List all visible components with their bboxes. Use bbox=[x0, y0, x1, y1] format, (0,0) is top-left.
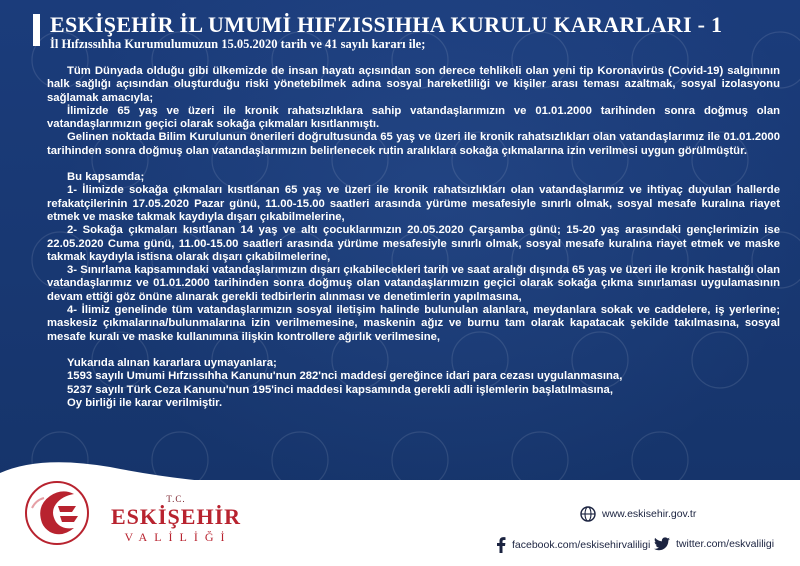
twitter-icon bbox=[654, 537, 670, 551]
logo-name-text: ESKİŞEHİR bbox=[110, 504, 242, 529]
paragraph-intro: Tüm Dünyada olduğu gibi ülkemizde de insan hayatı açısından son derece tehlikeli olan yeni tip Koronavirüs (Covid-19) salgınının halk sağlığı açısından oluşturduğu riski yönetebilmek adına sosyal hareketliliği ve kişiler arası teması azaltmak, sosyal izolasyonu sağlamak amacıyla; bbox=[47, 65, 780, 104]
website-link[interactable] bbox=[580, 506, 696, 522]
twitter-link[interactable] bbox=[654, 537, 774, 551]
penalty-1593: 1593 sayılı Umumi Hıfzıssıhha Kanunu'nun 282'nci maddesi gereğince idari para cezası uygulanmasına, bbox=[67, 370, 623, 383]
logo-sub-text: VALİLİĞİ bbox=[124, 530, 232, 544]
facebook-text: facebook.com/eskisehirvaliligi bbox=[512, 539, 651, 551]
penalty-5237: 5237 sayılı Türk Ceza Kanunu'nun 195'inci maddesi kapsamında gerekli adli işlemlerin başlatılmasına, bbox=[67, 383, 613, 396]
twitter-text: twitter.com/eskvaliligi bbox=[676, 538, 775, 550]
decision-item-4: 4- İlimiz genelinde tüm vatandaşlarımızın sosyal iletişim halinde bulunulan alanlara, meydanlara sokak ve caddelere, iş yerlerine; maskesiz çıkmalarına/bulunmalarına izin verilmemesine, maskenin ağız ve burnu tam olarak kapatacak şekilde takılmasına, sosyal mesafe kuralı ve maske kullanımına ilişkin kontrollere ağırlık verilmesine, bbox=[47, 304, 780, 343]
globe-icon bbox=[580, 506, 596, 522]
page-subtitle: İl Hıfzıssıhha Kurumulumuzun 15.05.2020 tarih ve 41 sayılı kararı ile; bbox=[50, 37, 426, 51]
decision-item-2: 2- Sokağa çıkmaları kısıtlanan 14 yaş ve altı çocuklarımızın 20.05.2020 Çarşamba günü; 15-20 yaş arasındaki gençlerimizin ise 22.05.2020 Cuma günü, 11.00-15.00 saatleri arasında yürüme mesafesiyle sınırlı olmak, sosyal mesafe kuralına riayet etmek ve maske takmak kaydıyla istisna olarak dışarı çıkabilmelerine, bbox=[47, 224, 780, 263]
paragraph-restriction: İlimizde 65 yaş ve üzeri ile kronik rahatsızlıklara sahip vatandaşlarımızın ve 01.01.2000 tarihinden sonra doğmuş olan vatandaşlarımızın geçici olarak sokağa çıkmaları kısıtlanmıştı. bbox=[47, 104, 780, 131]
logo-tc-text: T.C. bbox=[166, 494, 186, 504]
paragraph-science-board: Gelinen noktada Bilim Kurulunun önerileri doğrultusunda 65 yaş ve üzeri ile kronik rahatsızlıkları olan vatandaşlarımız ile 01.01.2000 tarihinden sonra doğmuş olan vatandaşlarımızın belirlenecek rutin aralıklara sokağa çıkmalarına izin verilmesi uygun görülmüştür. bbox=[47, 131, 780, 157]
title-accent-bar bbox=[33, 14, 40, 46]
paragraph-unanimous: Oy birliği ile karar verilmiştir. bbox=[67, 396, 223, 409]
page-title: ESKİŞEHİR İL UMUMİ HIFZISSIHHA KURULU KARARLARI - 1 bbox=[50, 12, 723, 37]
website-text: www.eskisehir.gov.tr bbox=[602, 508, 697, 520]
decision-item-3: 3- Sınırlama kapsamındaki vatandaşlarımızın dışarı çıkabilecekleri tarih ve saat aralığı dışında 65 yaş ve üzeri ile kronik hastalığı olan vatandaşlarımız ve 01.01.2000 tarihinden sonra doğmuş olan vatandaşlarımızın geçici olarak sokağa çıkma sınırlaması uygulamasının devam ettiği göz önüne alınarak gerekli tedbirlerin alınması ve denetimlerin yapılmasına, bbox=[47, 264, 780, 303]
decision-item-1: 1- İlimizde sokağa çıkmaları kısıtlanan 65 yaş ve üzeri ile kronik rahatsızlıkları olan vatandaşlarımız ve ihtiyaç duyulan hallerde refakatçilerinin 17.05.2020 Pazar günü, 11.00-15.00 saatleri arasında yürüme mesafesiyle sınırlı olmak, sosyal mesafe kuralına riayet etmek ve maske takmak kaydıyla dışarı çıkabilmelerine, bbox=[47, 184, 780, 223]
paragraph-penalties-intro: Yukarıda alınan kararlara uymayanlara; bbox=[67, 356, 277, 369]
decision-text bbox=[47, 65, 780, 410]
eskisehir-logo-icon bbox=[22, 478, 92, 548]
paragraph-scope: Bu kapsamda; bbox=[67, 171, 145, 184]
facebook-link[interactable] bbox=[496, 537, 650, 553]
facebook-icon bbox=[496, 537, 506, 553]
